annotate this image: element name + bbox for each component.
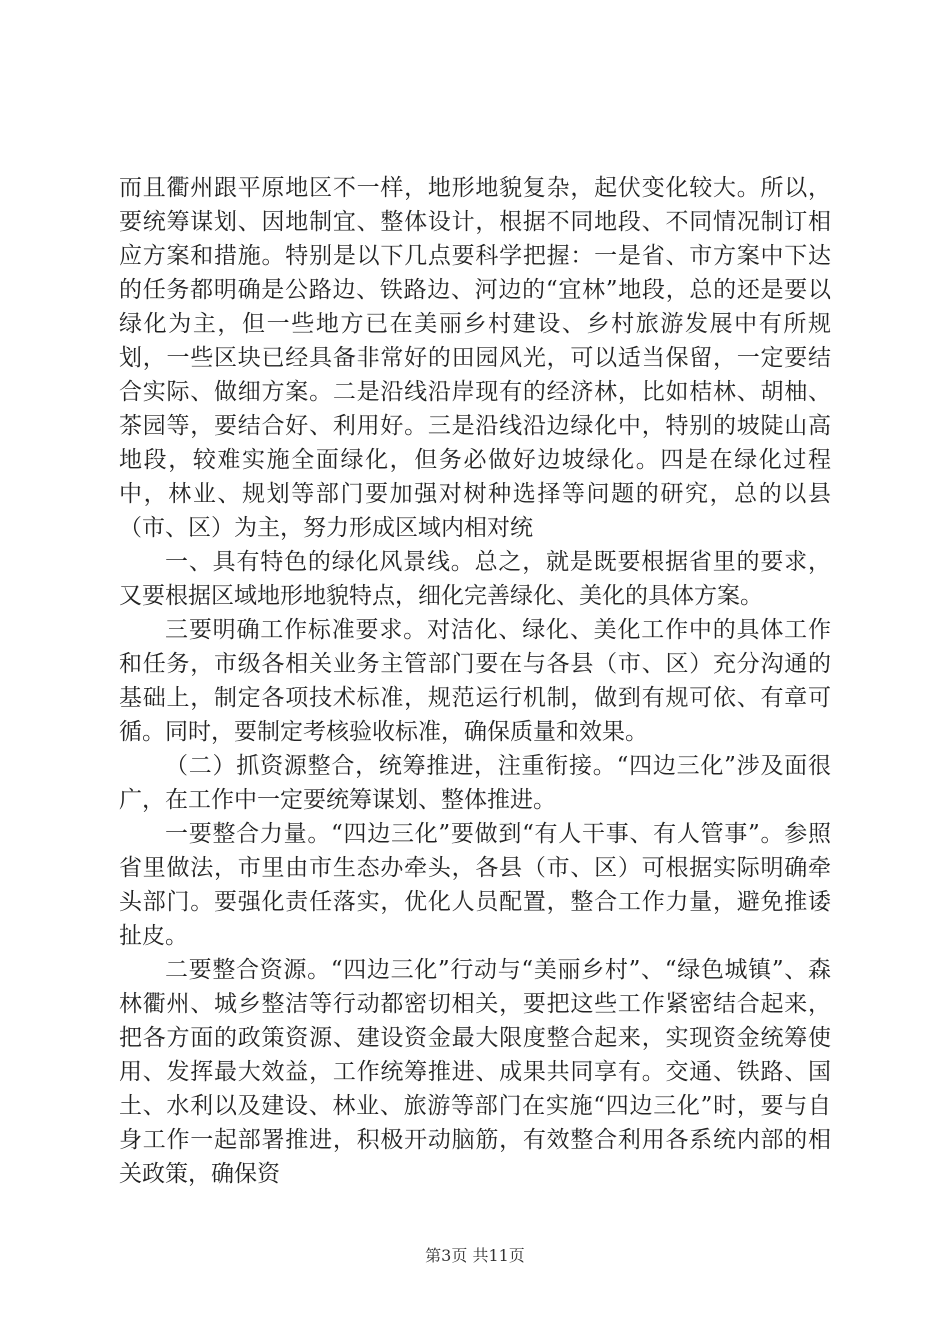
paragraph-4: （二）抓资源整合，统筹推进，注重衔接。“四边三化”涉及面很广，在工作中一定要统筹谋划、整体推进。 bbox=[119, 753, 831, 813]
document-body bbox=[119, 171, 831, 1191]
paragraph-5: 一要整合力量。“四边三化”要做到“有人干事、有人管事”。参照省里做法，市里由市生态办牵头，各县（市、区）可根据实际明确牵头部门。要强化责任落实，优化人员配置，整合工作力量，避免推诿扯皮。 bbox=[119, 821, 831, 949]
paragraph-6: 二要整合资源。“四边三化”行动与“美丽乡村”、“绿色城镇”、森林衢州、城乡整洁等行动都密切相关，要把这些工作紧密结合起来，把各方面的政策资源、建设资金最大限度整合起来，实现资金统筹使用、发挥最大效益，工作统筹推进、成果共同享有。交通、铁路、国土、水利以及建设、林业、旅游等部门在实施“四边三化”时，要与自身工作一起部署推进，积极开动脑筋，有效整合利用各系统内部的相关政策，确保资 bbox=[119, 957, 831, 1187]
paragraph-2: 一、具有特色的绿化风景线。总之，就是既要根据省里的要求，又要根据区域地形地貌特点，细化完善绿化、美化的具体方案。 bbox=[119, 549, 831, 609]
page-number-footer: 第3页 共11页 bbox=[425, 1246, 525, 1265]
paragraph-3: 三要明确工作标准要求。对洁化、绿化、美化工作中的具体工作和任务，市级各相关业务主管部门要在与各县（市、区）充分沟通的基础上，制定各项技术标准，规范运行机制，做到有规可依、有章可循。同时，要制定考核验收标准，确保质量和效果。 bbox=[119, 617, 831, 745]
paragraph-1: 而且衢州跟平原地区不一样，地形地貌复杂，起伏变化较大。所以，要统筹谋划、因地制宜、整体设计，根据不同地段、不同情况制订相应方案和措施。特别是以下几点要科学把握：一是省、市方案中下达的任务都明确是公路边、铁路边、河边的“宜林”地段，总的还是要以绿化为主，但一些地方已在美丽乡村建设、乡村旅游发展中有所规划，一些区块已经具备非常好的田园风光，可以适当保留，一定要结合实际、做细方案。二是沿线沿岸现有的经济林，比如桔林、胡柚、茶园等，要结合好、利用好。三是沿线沿边绿化中，特别的坡陡山高地段，较难实施全面绿化，但务必做好边坡绿化。四是在绿化过程中，林业、规划等部门要加强对树种选择等问题的研究，总的以县（市、区）为主，努力形成区域内相对统 bbox=[119, 175, 831, 541]
